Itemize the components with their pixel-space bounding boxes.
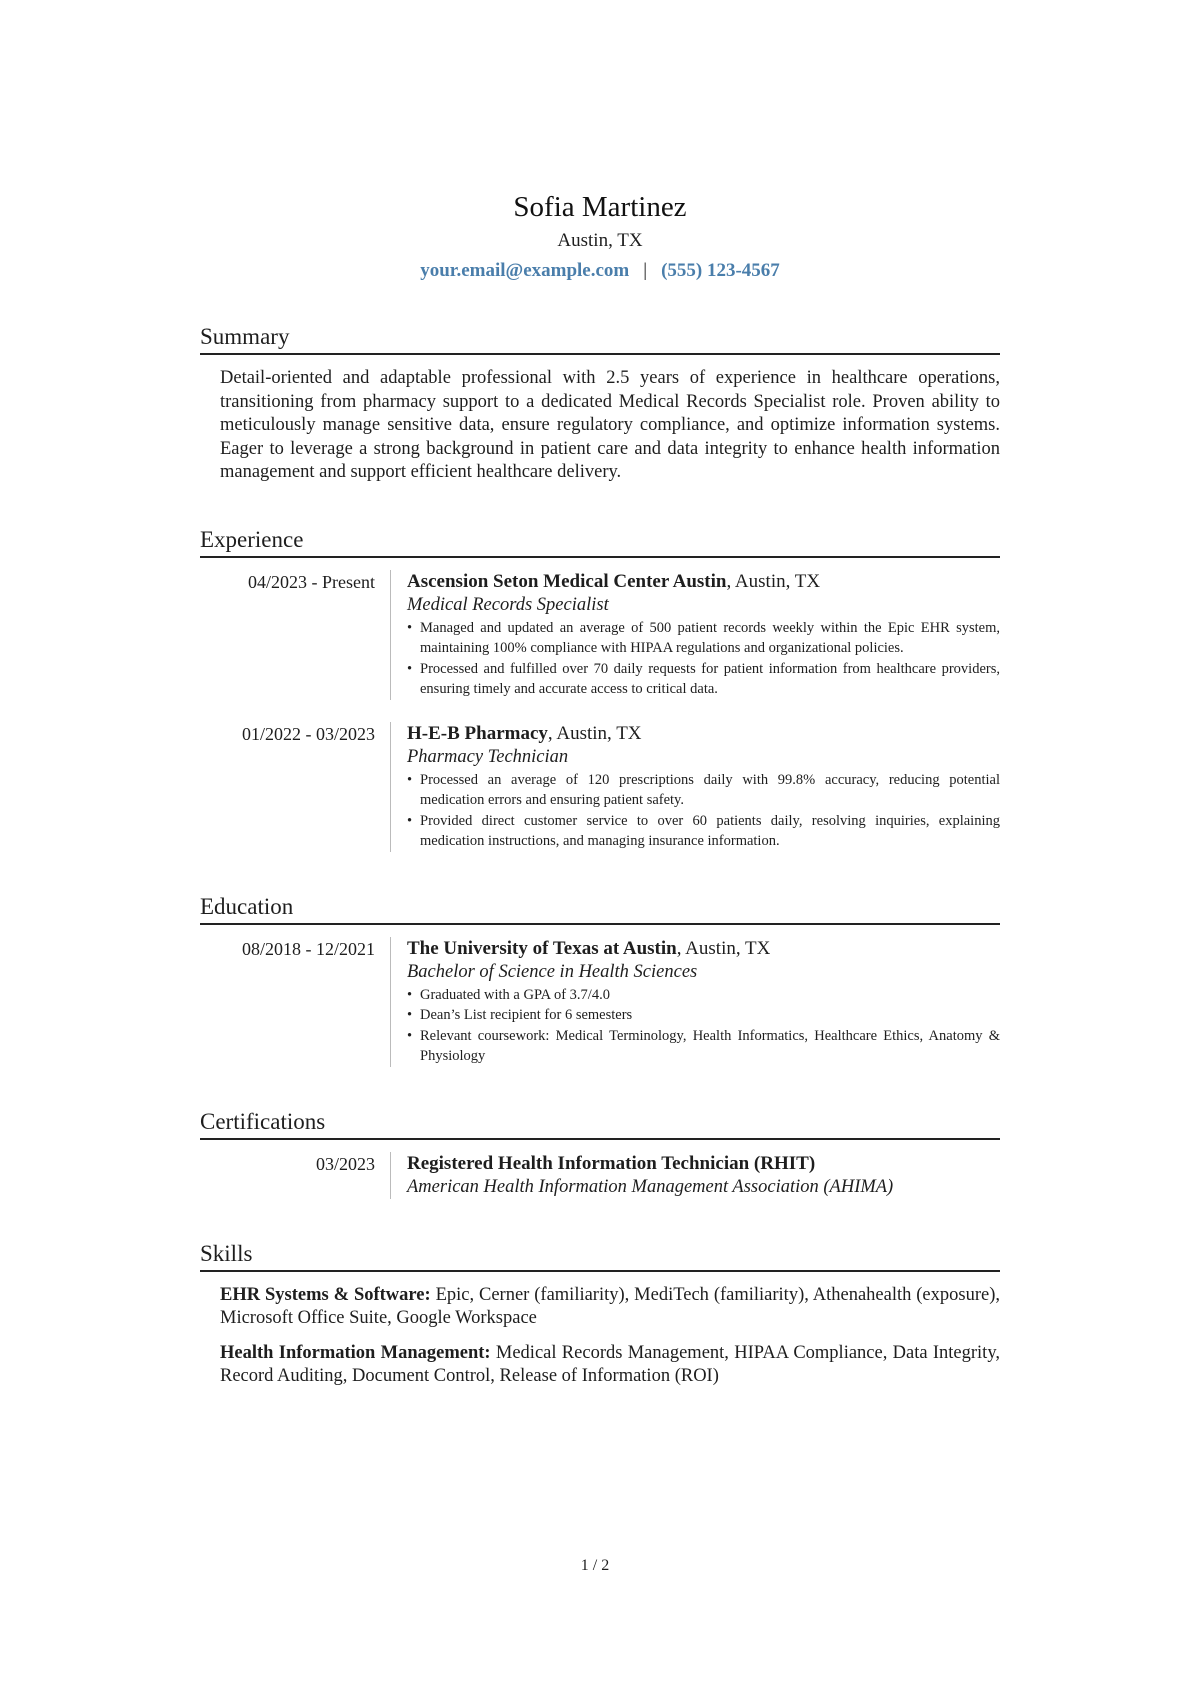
entry-organization: Ascension Seton Medical Center Austin [407,570,727,592]
page-number: 1 / 2 [580,1557,610,1574]
entry-body [390,722,1000,852]
candidate-name: Sofia Martinez [513,191,687,223]
entry-location: , Austin, TX [726,570,821,592]
skill-label: EHR Systems & Software: [220,1284,431,1305]
bullet-item: • Managed and updated an average of 500 patient records weekly within the Epic EHR system, maintaining 100% compliance with HIPAA regulations and organizational policies. [407,618,1000,659]
email-link[interactable]: your.email@example.com [420,260,630,281]
entry-date: 04/2023 - Present [248,571,375,592]
skill-value: Epic, Cerner (familiarity), MediTech (familiarity), Athenahealth (exposure), Microsoft Office Suite, Google Workspace [220,1284,1000,1328]
skill-value: Medical Records Management, HIPAA Compliance, Data Integrity, Record Auditing, Document Control, Release of Information (ROI) [220,1342,1000,1386]
entry-role: Pharmacy Technician [407,746,569,767]
experience-entry [200,722,1000,852]
contact-separator: | [643,260,648,281]
bullet-item: • Processed an average of 120 prescriptions daily with 99.8% accuracy, reducing potential medication errors and ensuring patient safety. [407,770,1000,811]
experience-section [200,525,1000,852]
summary-text: Detail-oriented and adaptable professional with 2.5 years of experience in healthcare operations, transitioning from pharmacy support to a dedicated Medical Records Specialist role. Proven ability to meticulously manage sensitive data, ensure regulatory compliance, and optimize information systems. Eager to leverage a strong background in patient care and data integrity to enhance health information management and support efficient healthcare delivery. [220,368,1000,482]
section-title-experience: Experience [200,525,1000,558]
resume-page [200,188,1000,1400]
section-title-skills: Skills [200,1239,1000,1272]
entry-heading [407,722,1000,746]
section-title-certifications: Certifications [200,1107,1000,1140]
bullet-item: • Provided direct customer service to over 60 patients daily, resolving inquiries, explaining medication instructions, and managing insurance information. [407,811,1000,852]
entry-role: Medical Records Specialist [407,594,609,615]
entry-heading [407,570,1000,594]
entry-bullets [407,618,1000,700]
entry-date: 03/2023 [315,1153,375,1174]
experience-entry [200,570,1000,700]
education-section [200,892,1000,1067]
section-title-education: Education [200,892,1000,925]
entry-date: 08/2018 - 12/2021 [242,938,375,959]
entry-heading [407,1152,1000,1176]
certification-entry [200,1152,1000,1199]
candidate-location: Austin, TX [557,230,643,251]
resume-header [200,188,1000,284]
entry-role: Bachelor of Science in Health Sciences [407,961,698,982]
entry-location: , Austin, TX [676,937,771,959]
entry-body [390,570,1000,700]
bullet-item: • Dean’s List recipient for 6 semesters [407,1005,1000,1026]
entry-date: 01/2022 - 03/2023 [242,723,375,744]
entry-role: American Health Information Management Association (AHIMA) [407,1176,894,1197]
skill-label: Health Information Management: [220,1342,491,1363]
summary-section [200,322,1000,485]
entry-bullets [407,770,1000,852]
skill-item [220,1284,1000,1331]
entry-body [390,1152,1000,1199]
entry-body [390,937,1000,1067]
contact-line [200,258,1000,284]
section-title-summary: Summary [200,322,1000,355]
skills-section [200,1239,1000,1389]
entry-organization: The University of Texas at Austin [407,937,677,959]
phone-link[interactable]: (555) 123-4567 [661,260,780,281]
certifications-section [200,1107,1000,1199]
skill-item [220,1342,1000,1389]
entry-heading [407,937,1000,961]
entry-location: , Austin, TX [547,722,642,744]
entry-bullets [407,985,1000,1067]
bullet-item: • Processed and fulfilled over 70 daily requests for patient information from healthcare providers, ensuring timely and accurate access to critical data. [407,659,1000,700]
entry-organization: H-E-B Pharmacy [407,722,548,744]
entry-organization: Registered Health Information Technician (RHIT) [407,1152,816,1174]
bullet-item: • Relevant coursework: Medical Terminology, Health Informatics, Healthcare Ethics, Anatomy & Physiology [407,1026,1000,1067]
bullet-item: • Graduated with a GPA of 3.7/4.0 [407,985,1000,1006]
education-entry [200,937,1000,1067]
